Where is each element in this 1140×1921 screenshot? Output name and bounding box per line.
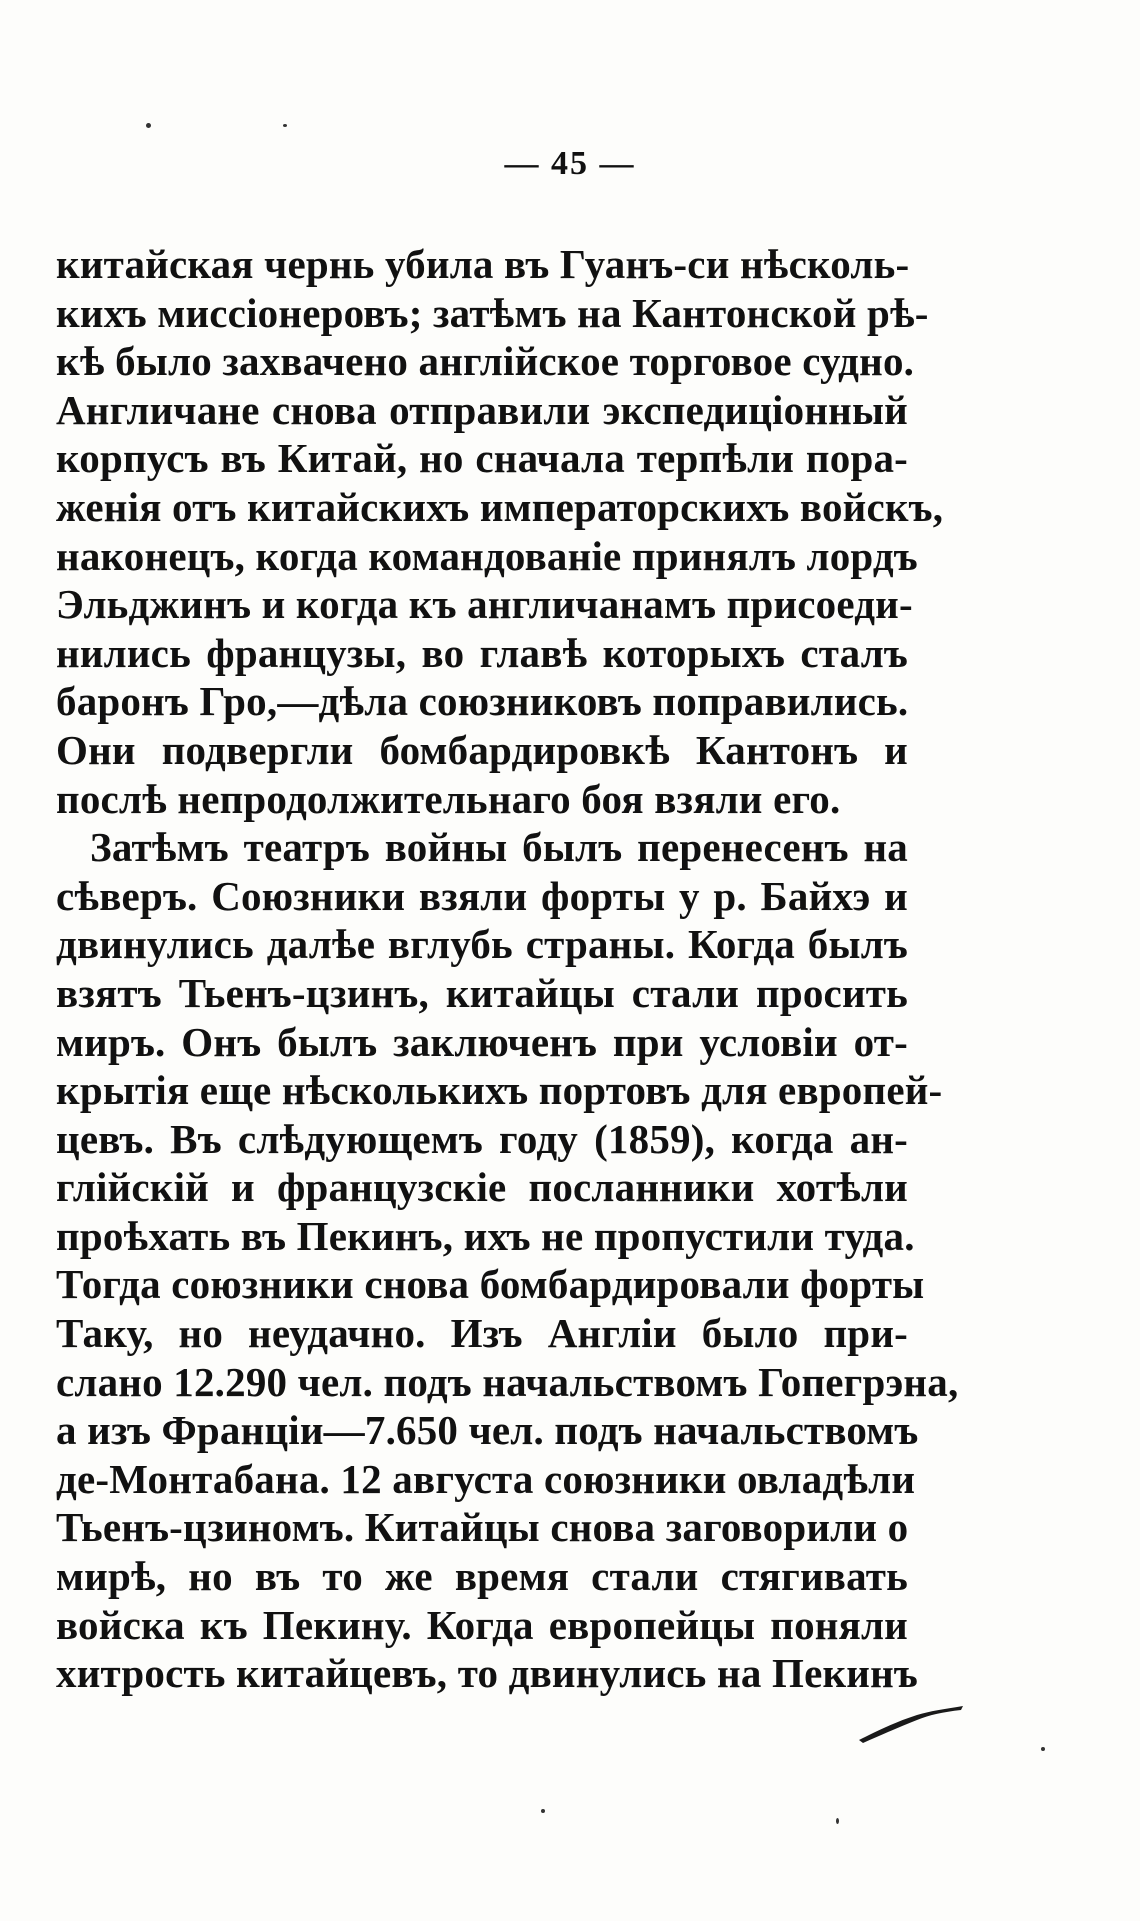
text-line: Тьенъ-цзиномъ. Китайцы снова заговорили о bbox=[56, 1504, 909, 1551]
body-text bbox=[56, 240, 959, 1698]
text-line: Таку, но неудачно. Изъ Англіи было при- bbox=[56, 1310, 908, 1357]
text-line: баронъ Гро,—дѣла союзниковъ поправились. bbox=[56, 678, 909, 725]
text-line: Тогда союзники снова бомбардировали форты bbox=[56, 1261, 925, 1308]
text-line: войска къ Пекину. Когда европейцы поняли bbox=[56, 1601, 908, 1648]
text-line: цевъ. Въ слѣдующемъ году (1859), когда ан- bbox=[56, 1115, 908, 1162]
text-line: китайская чернь убила въ Гуанъ-си нѣсколь- bbox=[56, 241, 910, 287]
text-line: крытія еще нѣсколькихъ портовъ для европей- bbox=[56, 1067, 943, 1114]
text-line: Эльджинъ и когда къ англичанамъ присоеди- bbox=[56, 581, 913, 628]
text-line: мирѣ, но въ то же время стали стягивать bbox=[56, 1553, 908, 1600]
text-line: Затѣмъ театръ войны былъ перенесенъ на bbox=[90, 824, 908, 871]
text-line: Англичане снова отправили экспедиціонный bbox=[56, 386, 908, 433]
speck-mark bbox=[146, 123, 151, 128]
text-line: послѣ непродолжительнаго боя взяли его. bbox=[56, 775, 841, 822]
text-line: Они подвергли бомбардировкѣ Кантонъ и bbox=[56, 726, 908, 773]
text-line: наконецъ, когда командованіе принялъ лордъ bbox=[56, 532, 918, 579]
text-line: кихъ миссіонеровъ; затѣмъ на Кантонской рѣ- bbox=[56, 289, 929, 336]
speck-mark bbox=[1041, 1747, 1045, 1751]
text-line: глійскій и французскіе посланники хотѣли bbox=[56, 1164, 908, 1211]
text-line: нились французы, во главѣ которыхъ сталъ bbox=[56, 629, 908, 676]
speck-mark bbox=[541, 1809, 545, 1813]
text-line: де-Монтабана. 12 августа союзники овладѣли bbox=[56, 1455, 916, 1502]
text-line: проѣхать въ Пекинъ, ихъ не пропустили туда. bbox=[56, 1212, 915, 1259]
text-line: взятъ Тьенъ-цзинъ, китайцы стали просить bbox=[56, 969, 908, 1016]
text-line: слано 12.290 чел. подъ начальствомъ Гопегрэна, bbox=[56, 1358, 959, 1405]
text-line: двинулись далѣе вглубь страны. Когда былъ bbox=[56, 921, 908, 968]
text-line: женія отъ китайскихъ императорскихъ войскъ, bbox=[56, 483, 944, 530]
text-line: миръ. Онъ былъ заключенъ при условіи от- bbox=[56, 1018, 908, 1065]
page-number: — 45 — bbox=[504, 145, 636, 182]
speck-mark bbox=[836, 1818, 839, 1824]
text-line: кѣ было захвачено англійское торговое судно. bbox=[56, 338, 915, 385]
text-line: сѣверъ. Союзники взяли форты у р. Байхэ и bbox=[56, 872, 908, 919]
text-line: а изъ Франціи—7.650 чел. подъ начальствомъ bbox=[56, 1407, 919, 1454]
text-line: хитрость китайцевъ, то двинулись на Пекинъ bbox=[56, 1650, 919, 1697]
text-line: корпусъ въ Китай, но сначала терпѣли пора- bbox=[56, 435, 908, 482]
ink-smear-mark bbox=[855, 1702, 965, 1744]
speck-mark bbox=[283, 124, 287, 127]
